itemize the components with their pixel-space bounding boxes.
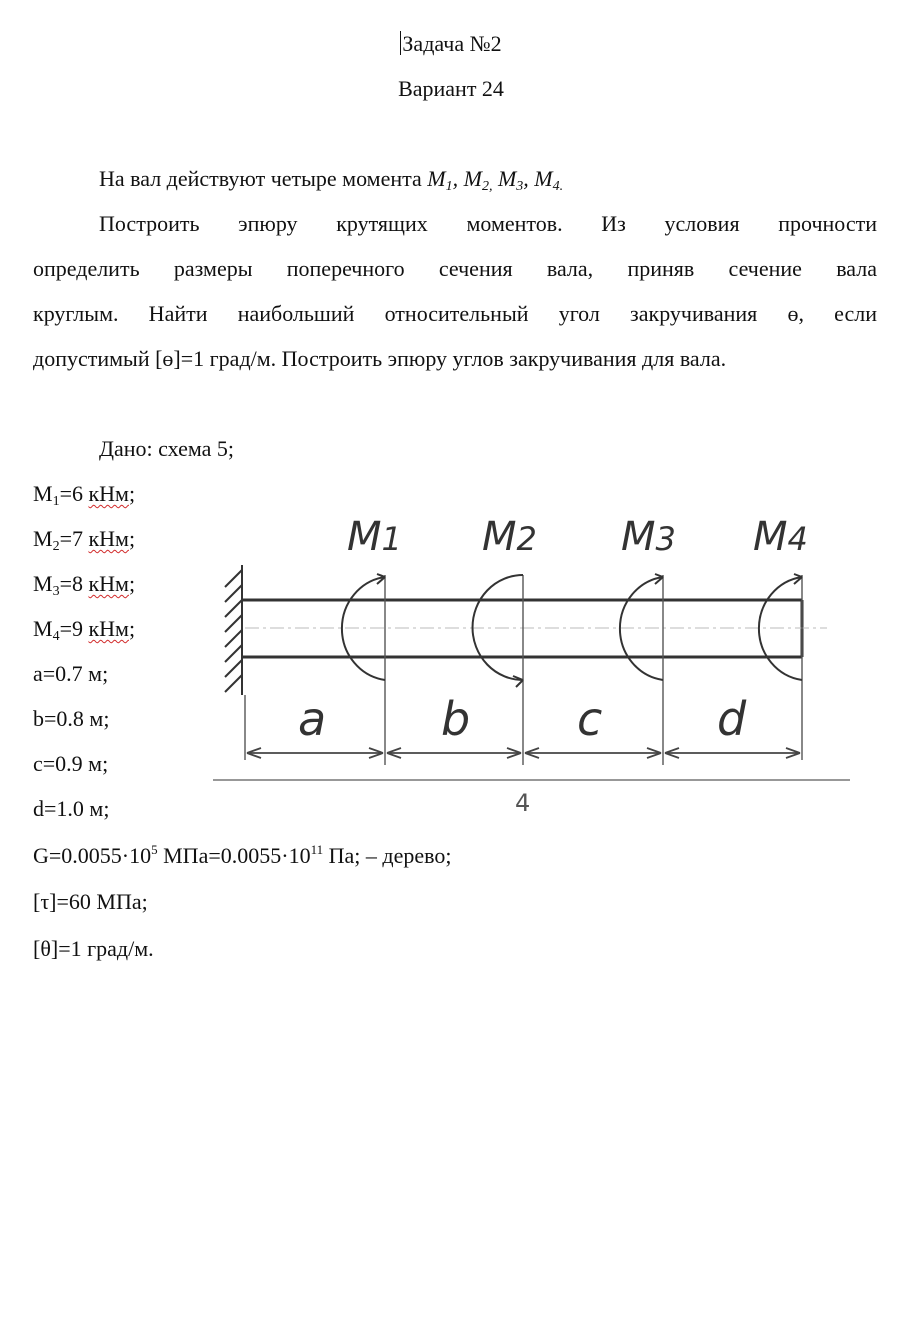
moment-arrows [342,574,802,687]
shear-modulus: $G=0.0055\cdot 10^5$ $МПа=0.0055\cdot 10^{11}$ Па; – дерево; [33,842,452,868]
given-heading: Дано: схема 5; [99,436,234,461]
moment-label-m4: M4 [753,514,808,560]
given-moment: $M_1=6$ кНм; [33,481,136,509]
given-length: c=0.9 м; [33,751,109,776]
given-length: a=0.7 м; [33,661,109,686]
unit-spellcheck: кНм [88,526,129,551]
unit-spellcheck: кНм [88,571,129,596]
unit-spellcheck: кНм [88,481,129,506]
given-moment: $M_4=9$ кНм; [33,616,136,644]
segment-label-c: c [577,692,603,746]
segment-label-b: b [441,692,471,746]
segment-label-d: d [717,692,747,746]
moment-symbol: M [497,166,517,191]
moment-label-m2: M2 [482,514,537,560]
given-length: d=1.0 м; [33,796,110,821]
given-length: b=0.8 м; [33,706,110,731]
intro-paragraph: На вал действуют четыре момента $M_1$, $M_{2,}$ $M_3$, $M_{4.}$ [99,166,564,194]
moment-symbol: M [534,166,553,191]
task-title: Задача №2 [402,31,502,56]
moment-label-m1: M1 [347,514,402,560]
unit-spellcheck: кНм [88,616,129,641]
given-moment: $M_2=7$ кНм; [33,526,136,554]
shaft-diagram [205,495,855,825]
allowable-angle: [θ]=1 град/м. [33,936,154,961]
given-moment: $M_3=8$ кНм; [33,571,136,599]
task-line: Построить эпюру крутящих моментов. Из условия прочности [99,211,877,236]
variant-title: Вариант 24 [398,76,504,101]
scheme-number: 4 [515,789,531,817]
task-line-last: допустимый [ɵ]=1 град/м. Построить эпюру углов закручивания для вала. [33,346,727,371]
intro-text: На вал действуют четыре момента [99,166,422,191]
moment-symbol: M [463,166,482,191]
task-line: круглым. Найти наибольший относительный угол закручивания ɵ, если [33,301,877,326]
segment-label-a: a [298,692,327,746]
moment-label-m3: M3 [621,514,676,560]
fixed-support-hatch [225,565,242,695]
moment-symbol: M [427,166,446,191]
task-line: определить размеры поперечного сечения вала, приняв сечение вала [33,256,877,281]
allowable-stress: [τ]=60 МПа; [33,889,148,914]
